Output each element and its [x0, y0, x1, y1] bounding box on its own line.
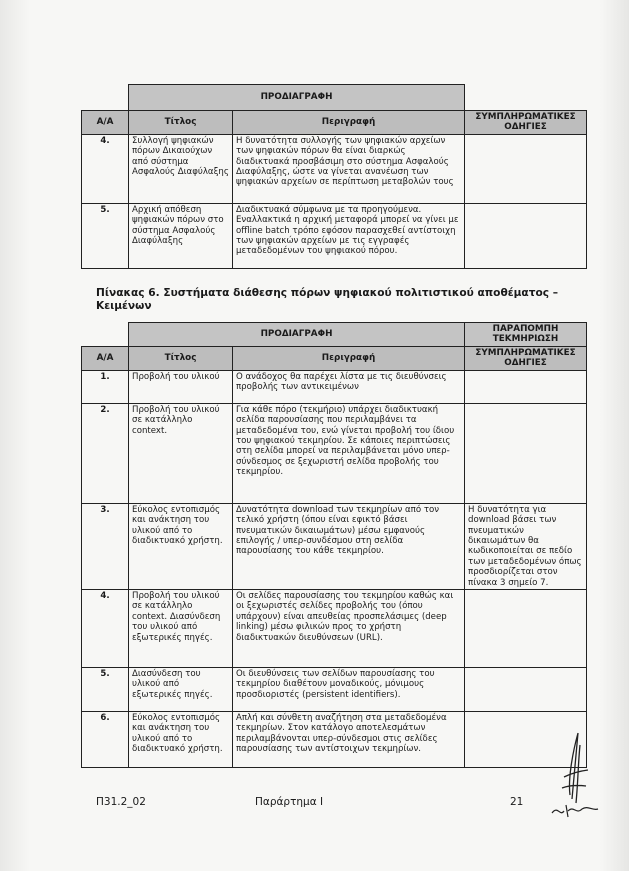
table-row [82, 503, 587, 589]
table-row [82, 712, 587, 768]
row-number: 2. [82, 403, 129, 503]
row-title: Διασύνδεση του υλικού από εξωτερικές πηγές. [129, 668, 233, 712]
row-number: 1. [82, 370, 129, 403]
row-notes [465, 203, 587, 268]
row-title: Προβολή του υλικού [129, 370, 233, 403]
col-aa-header: Α/Α [82, 346, 129, 370]
row-notes [465, 370, 587, 403]
footer-section: Παράρτημα Ι [255, 796, 324, 808]
table-row [82, 590, 587, 668]
row-number: 4. [82, 590, 129, 668]
row-title: Εύκολος εντοπισμός και ανάκτηση του υλικού από το διαδικτυακό χρήστη. [129, 503, 233, 589]
table-row [82, 134, 587, 203]
col-desc-header: Περιγραφή [233, 111, 465, 135]
row-title: Προβολή του υλικού σε κατάλληλο context. Διασύνδεση του υλικού από εξωτερικές πηγές. [129, 590, 233, 668]
col-desc-header: Περιγραφή [233, 346, 465, 370]
row-notes [465, 403, 587, 503]
col-aa-header: Α/Α [82, 111, 129, 135]
table-row [82, 668, 587, 712]
row-number: 3. [82, 503, 129, 589]
col-title-header: Τίτλος [129, 346, 233, 370]
row-description: Η δυνατότητα συλλογής των ψηφιακών αρχείων των ψηφιακών πόρων θα είναι διαρκώς διαδικτυακά προσβάσιμη στο σύστημα Ασφαλούς Διαφύλαξης, ώστε να γίνεται ανανέωση των ψηφιακών αρχείων σε περίπτωση μεταβολών τους [233, 134, 465, 203]
table-row [82, 370, 587, 403]
spec-header: ΠΡΟΔΙΑΓΡΑΦΗ [129, 85, 465, 111]
col-title-header: Τίτλος [129, 111, 233, 135]
row-title: Προβολή του υλικού σε κατάλληλο context. [129, 403, 233, 503]
row-description: Απλή και σύνθετη αναζήτηση στα μεταδεδομένα τεκμηρίων. Στον κατάλογο αποτελεσμάτων περιλαμβάνονται υπερ-σύνδεσμοι στις σελίδες παρουσίασης των αντίστοιχων τεκμηρίων. [233, 712, 465, 768]
row-description: Οι σελίδες παρουσίασης του τεκμηρίου καθώς και οι ξεχωριστές σελίδες προβολής του (όπου υπάρχουν) είναι απευθείας προσπελάσιμες (deep linking) μέσω φιλικών προς το χρήστη διαδικτυακών διευθύνσεων (URL). [233, 590, 465, 668]
row-number: 5. [82, 203, 129, 268]
row-title: Συλλογή ψηφιακών πόρων Δικαιούχων από σύστημα Ασφαλούς Διαφύλαξης [129, 134, 233, 203]
row-number: 6. [82, 712, 129, 768]
row-description: Για κάθε πόρο (τεκμήριο) υπάρχει διαδικτυακή σελίδα παρουσίασης που περιλαμβάνει τα μεταδεδομένα του, ενώ γίνεται προβολή του ίδιου του ψηφιακού τεκμηρίου. Σε κάποιες περιπτώσεις στη σελίδα μπορεί να περιλαμβάνεται μόνο υπερ-σύνδεσμος σε ξεχωριστή σελίδα προβολής του τεκμηρίου. [233, 403, 465, 503]
table-row [82, 403, 587, 503]
row-notes [465, 668, 587, 712]
col-notes-header: ΣΥΜΠΛΗΡΩΜΑΤΙΚΕΣ ΟΔΗΓΙΕΣ [465, 346, 587, 370]
row-title: Αρχική απόθεση ψηφιακών πόρων στο σύστημα Ασφαλούς Διαφύλαξης [129, 203, 233, 268]
table-caption: Πίνακας 6. Συστήματα διάθεσης πόρων ψηφιακού πολιτιστικού αποθέματος – Κειμένων [96, 287, 559, 312]
reference-header: ΠΑΡΑΠΟΜΠΗ ΤΕΚΜΗΡΙΩΣΗ [465, 323, 587, 347]
row-notes [465, 590, 587, 668]
spec-table-1 [81, 84, 587, 269]
row-number: 5. [82, 668, 129, 712]
row-notes: Η δυνατότητα για download βάσει των πνευματικών δικαιωμάτων θα κωδικοποιείται σε πεδίο των μεταδεδομένων όπως προσδιορίζεται στον πίνακα 3 σημείο 7. [465, 503, 587, 589]
footer-page-number: 21 [510, 796, 524, 808]
table-row [82, 203, 587, 268]
footer-document-code: Π31.2_02 [96, 796, 146, 808]
row-number: 4. [82, 134, 129, 203]
row-description: Διαδικτυακά σύμφωνα με τα προηγούμενα. Εναλλακτικά η αρχική μεταφορά μπορεί να γίνει με offline batch τρόπο εφόσον παρασχεθεί αντίστοιχη των ψηφιακών αρχείων με τις εγγραφές μεταδεδομένων του ψηφιακού πόρου. [233, 203, 465, 268]
handwritten-signature [548, 725, 618, 820]
row-description: Ο ανάδοχος θα παρέχει λίστα με τις διευθύνσεις προβολής των αντικειμένων [233, 370, 465, 403]
row-title: Εύκολος εντοπισμός και ανάκτηση του υλικού από το διαδικτυακό χρήστη. [129, 712, 233, 768]
col-notes-header: ΣΥΜΠΛΗΡΩΜΑΤΙΚΕΣ ΟΔΗΓΙΕΣ [465, 111, 587, 135]
row-description: Δυνατότητα download των τεκμηρίων από τον τελικό χρήστη (όπου είναι εφικτό βάσει πνευματικών δικαιωμάτων) μέσω εμφανούς επιλογής / υπερ-συνδέσμου στη σελίδα παρουσίασης του κάθε τεκμηρίου. [233, 503, 465, 589]
row-description: Οι διευθύνσεις των σελίδων παρουσίασης του τεκμηρίου διαθέτουν μοναδικούς, μόνιμους προσδιοριστές (persistent identifiers). [233, 668, 465, 712]
spec-header: ΠΡΟΔΙΑΓΡΑΦΗ [129, 323, 465, 347]
spec-table-2 [81, 322, 587, 768]
row-notes [465, 134, 587, 203]
